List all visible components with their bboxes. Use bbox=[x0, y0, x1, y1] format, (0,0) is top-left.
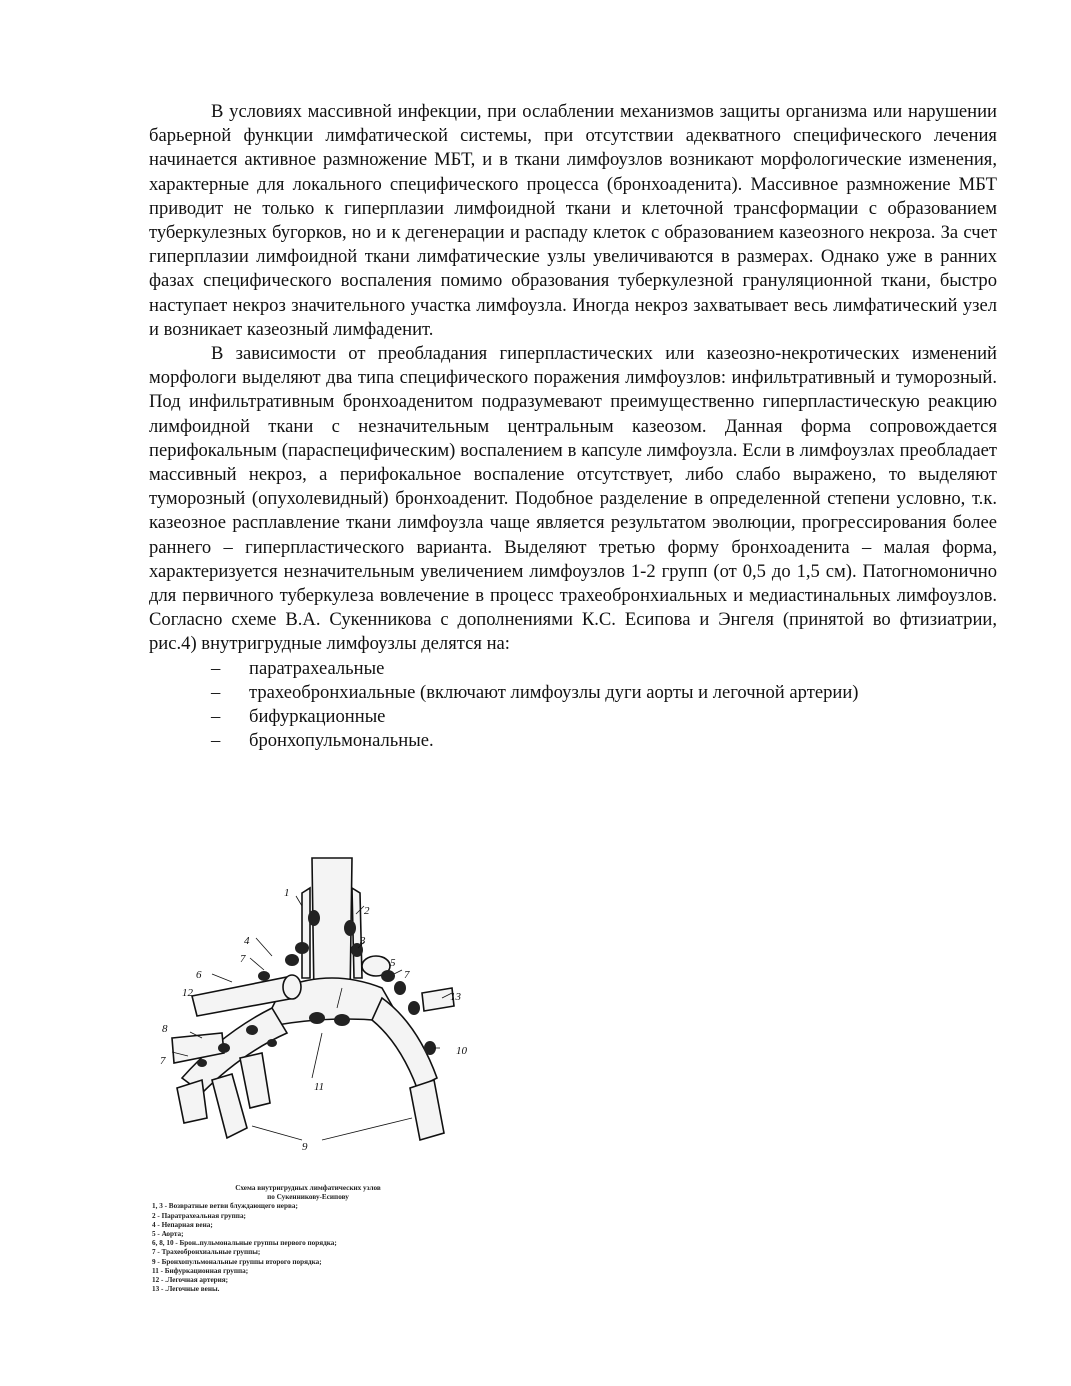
caption-item: 13 - .Легочные вены. bbox=[152, 1285, 220, 1294]
dash-bullet: – bbox=[211, 730, 221, 752]
figure-label-5: 5 bbox=[390, 957, 396, 969]
figure-caption bbox=[152, 1184, 412, 1294]
figure-label-3: 3 bbox=[360, 935, 366, 947]
figure-label-1: 1 bbox=[284, 887, 290, 899]
paragraph-1: В условиях массивной инфекции, при ослаблении механизмов защиты организма или нарушении барьерной функции лимфатической системы, при отсутствии адекватного специфического лечения начинается активное размножение МБТ, и в ткани лимфоузлов возникают морфологические изменения, характерные для локального специфического процесса (бронхоаденита). Массивное размножение МБТ приводит не только к гиперплазии лимфоидной ткани и клеточной трансформации с образованием туберкулезных бугорков, но и к дегенерации и распаду клеток с образованием казеозного некроза. За счет гиперплазии лимфоидной ткани лимфатические узлы увеличиваются в размерах. Однако уже в ранних фазах специфического воспаления помимо образования туберкулезной грануляционной ткани, быстро наступает некроз значительного участка лимфоузла. Иногда некроз захватывает весь лимфатический узел и возникает казеозный лимфаденит. bbox=[149, 101, 997, 340]
caption-item: 1, 3 - Возвратные ветви блуждающего нерва; bbox=[152, 1202, 298, 1211]
caption-item: 5 - Аорта; bbox=[152, 1230, 184, 1239]
caption-item: 4 - Непарная вена; bbox=[152, 1220, 213, 1229]
list-item bbox=[149, 729, 997, 753]
list-item bbox=[149, 657, 997, 681]
figure-label-7: 7 bbox=[240, 953, 246, 965]
list-item-text: трахеобронхиальные (включают лимфоузлы дуги аорты и легочной артерии) bbox=[249, 681, 859, 703]
figure-label-10: 10 bbox=[456, 1045, 467, 1057]
caption-item: 7 - Трахеобронхиальные группы; bbox=[152, 1248, 261, 1257]
figure-label-6: 6 bbox=[196, 969, 202, 981]
caption-item: 6, 8, 10 - Брон..пульмональные группы первого порядка; bbox=[152, 1239, 337, 1248]
list-item-text: паратрахеальные bbox=[249, 657, 385, 679]
figure-label-13: 13 bbox=[450, 991, 461, 1003]
figure-label-11: 11 bbox=[314, 1081, 325, 1093]
caption-subtitle: по Сукенникову-Есипову bbox=[267, 1193, 349, 1202]
figure-label-12: 12 bbox=[182, 987, 193, 999]
dash-bullet: – bbox=[211, 681, 221, 703]
dash-bullet: – bbox=[211, 706, 221, 728]
paragraph-2: В зависимости от преобладания гиперпластических или казеозно-некротических изменений морфологи выделяют два типа специфического поражения лимфоузлов: инфильтративный и туморозный. Под инфильтративным бронхоаденитом подразумевают преимущественно гиперпластическую реакцию лимфоидной ткани с незначительным центральным казеозом. Данная форма сопровождается перифокальным (параспецифическим) воспалением в капсуле лимфоузла. Если в лимфоузлах преобладает массивный некроз, а перифокальное воспаление отсутствует, либо слабо выражено, то выделяют туморозный (опухолевидный) бронхоаденит. Подобное разделение в определенной степени условно, т.к. казеозное расплавление ткани лимфоузла чаще является результатом эволюции, прогрессирования более раннего – гиперпластического варианта. Выделяют третью форму бронхоаденита – малая форма, характеризуется незначительным увеличением лимфоузлов 1-2 групп (от 0,5 до 1,5 см). Патогномонично для первичного туберкулеза вовлечение в процесс трахеобронхиальных и медиастинальных лимфоузлов. Согласно схеме В.А. Сукенникова с дополнениями К.С. Есипова и Энгеля (принятой во фтизиатрии, рис.4) внутригрудные лимфоузлы делятся на: bbox=[149, 343, 997, 655]
caption-item: 9 - Бронхопульмональные группы второго порядка; bbox=[152, 1257, 322, 1266]
document-page bbox=[149, 100, 997, 753]
figure-label-7: 7 bbox=[404, 969, 410, 981]
figure-label-8: 8 bbox=[162, 1023, 168, 1035]
caption-item: 11 - Бифуркационная группа; bbox=[152, 1266, 249, 1275]
figure-label-7: 7 bbox=[160, 1055, 166, 1067]
dash-bullet: – bbox=[211, 657, 221, 679]
caption-item: 2 - Паратрахеальная группа; bbox=[152, 1211, 246, 1220]
anatomy-illustration bbox=[152, 848, 482, 1178]
list-item bbox=[149, 681, 997, 705]
caption-title: Схема внутригрудных лимфатических узлов bbox=[235, 1184, 381, 1192]
list-item bbox=[149, 705, 997, 729]
list-item-text: бифуркационные bbox=[249, 706, 386, 728]
list-item-text: бронхопульмональные. bbox=[249, 730, 434, 752]
lymph-node-groups-list bbox=[149, 657, 997, 754]
caption-item: 12 - .Легочная артерия; bbox=[152, 1276, 229, 1285]
figure-label-2: 2 bbox=[364, 905, 370, 917]
lymph-node-diagram bbox=[152, 848, 482, 1178]
figure-label-9: 9 bbox=[302, 1141, 308, 1153]
figure-label-4: 4 bbox=[244, 935, 250, 947]
